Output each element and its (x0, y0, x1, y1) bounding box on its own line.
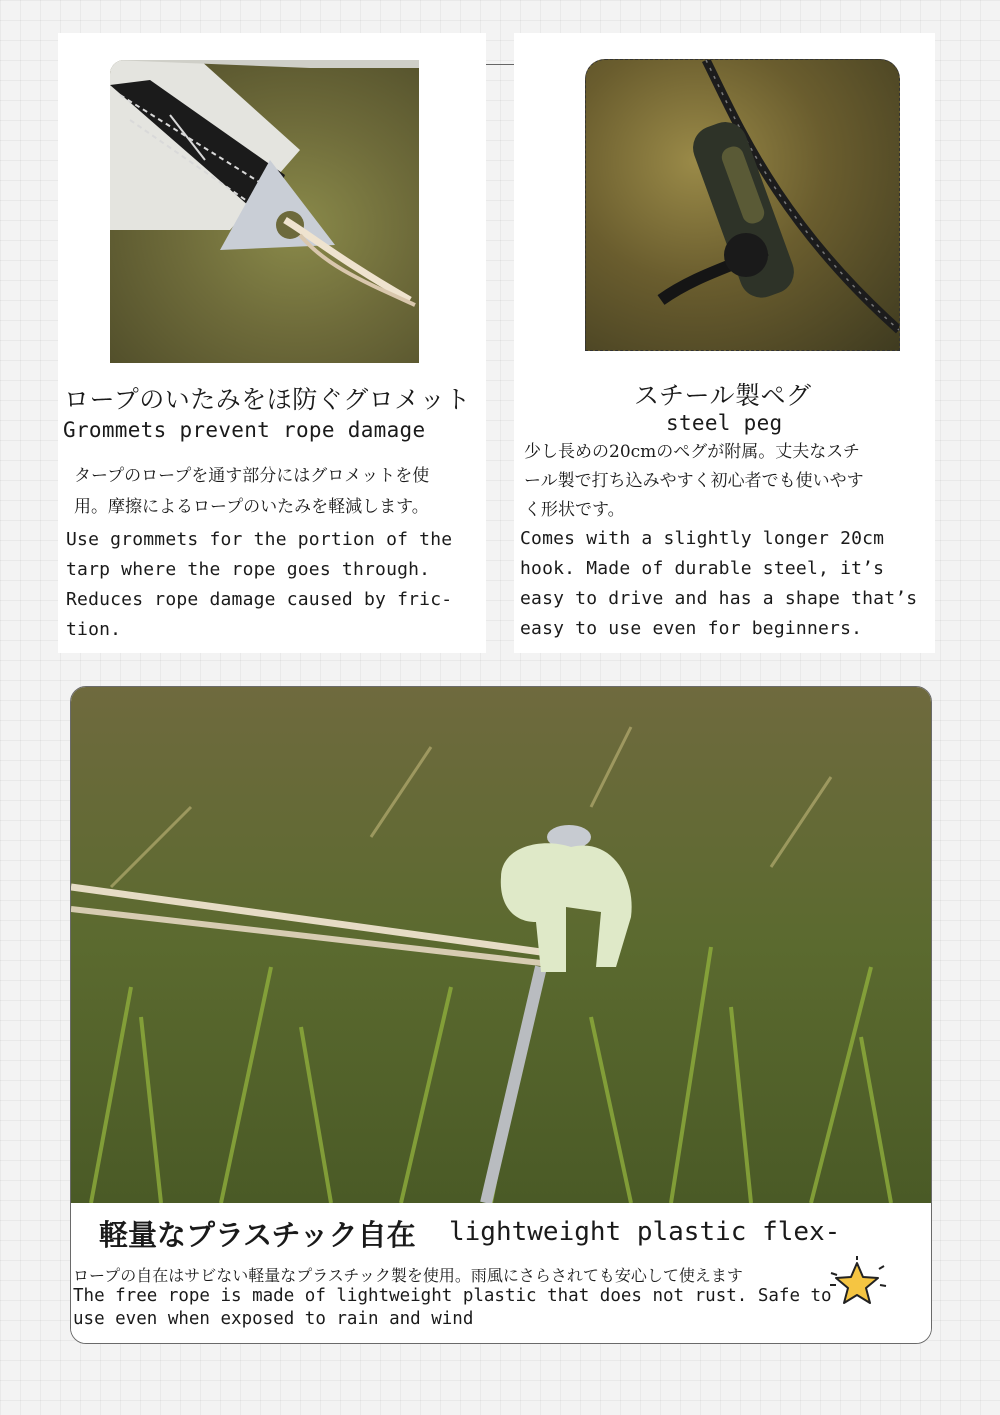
peg-card (514, 33, 935, 653)
plastic-flex-photo (71, 687, 931, 1203)
grommet-photo (110, 60, 419, 363)
peg-photo (585, 59, 900, 351)
grommet-title-jp: ロープのいたみをほ防ぐグロメット (64, 385, 471, 414)
peg-title-en: steel peg (666, 411, 783, 435)
peg-body-en: Comes with a slightly longer 20cm hook. Made of durable steel, it’s easy to drive and has a shape that’s easy to use even for beginners. (520, 528, 918, 639)
grommet-body-en: Use grommets for the portion of the tarp where the rope goes through. Reduces rope damage caused by fric- tion. (66, 529, 453, 640)
flex-body-en: The free rope is made of lightweight plastic that does not rust. Safe to use even when exposed to rain and wind (73, 1286, 832, 1329)
plastic-flex-panel (70, 686, 932, 1344)
connector-line (486, 64, 516, 65)
grommet-body-jp: タープのロープを通す部分にはグロメットを使 用。摩擦によるロープのいたみを軽減します。 (74, 466, 430, 517)
grommet-title-en: Grommets prevent rope damage (63, 418, 426, 442)
flex-body-jp: ロープの自在はサビない軽量なプラスチック製を使用。雨風にさらされても安心して使えます (73, 1266, 743, 1285)
flex-title-jp: 軽量なプラスチック自在 (99, 1218, 416, 1252)
grommet-card (58, 33, 486, 653)
peg-body-jp: 少し長めの20cmのペグが附属。丈夫なスチ ール製で打ち込みやすく初心者でも使いやす く形状です。 (524, 442, 864, 520)
star-icon (827, 1255, 887, 1311)
plastic-flex-text (71, 1203, 931, 1343)
peg-title-jp: スチール製ペグ (634, 381, 812, 410)
flex-title-en: lightweight plastic flex- (449, 1217, 841, 1247)
